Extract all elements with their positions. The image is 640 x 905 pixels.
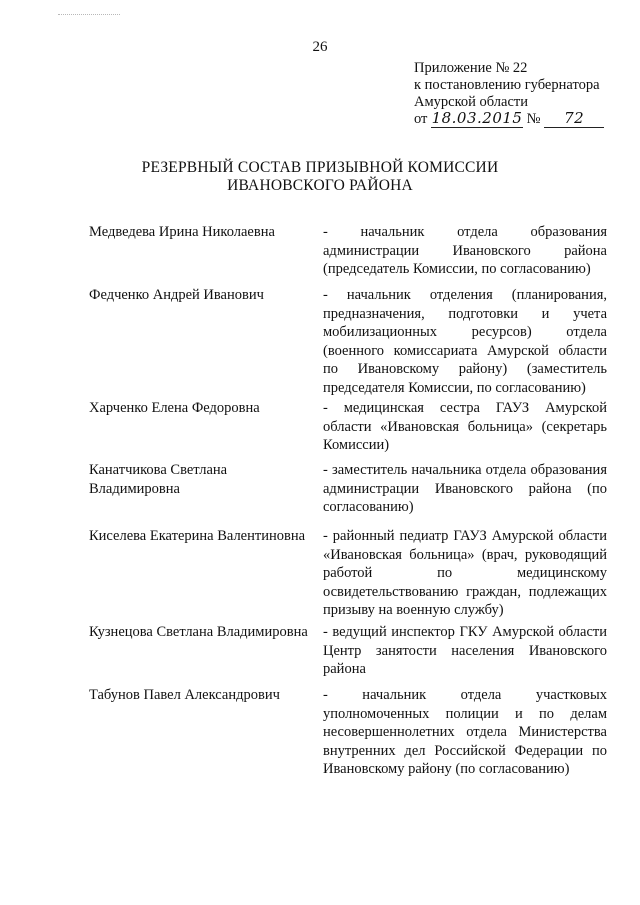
member-name: Харченко Елена Федоровна (89, 400, 260, 416)
member-role: - медицинская сестра ГАУЗ Амурской области «Ивановская больница» (секретарь Комиссии) (323, 400, 607, 453)
page-number: 26 (312, 39, 328, 55)
handwritten-number: 72 (564, 109, 585, 127)
member-role: - районный педиатр ГАУЗ Амурской области «Ивановская больница» (врач, руководящий работой по медицинскому освидетельствованию граждан, подлежащих призыву на военную службу) (323, 528, 607, 618)
member-name: Медведева Ирина Николаевна (89, 224, 275, 240)
member-name: Федченко Андрей Иванович (89, 287, 264, 303)
member-role: - начальник отдела участковых уполномоченных полиции и по делам несовершеннолетних отдела Министерства внутренних дел Российской Федерации по Ивановскому району (по согласованию) (323, 687, 607, 777)
member-name: Кузнецова Светлана Владимировна (89, 624, 308, 640)
member-name: Киселева Екатерина Валентиновна (89, 528, 306, 544)
appendix-block (414, 60, 604, 128)
date-prefix: от (414, 111, 428, 127)
title-line-2: ИВАНОВСКОГО РАЙОНА (227, 177, 413, 194)
number-prefix: № (526, 111, 541, 127)
member-role: - заместитель начальника отдела образования администрации Ивановского района (по согласованию) (323, 462, 607, 515)
appendix-date-number-line (414, 111, 604, 128)
member-role: - начальник отдела образования администрации Ивановского района (председатель Комиссии, по согласованию) (323, 224, 607, 277)
appendix-region-line: Амурской области (414, 94, 528, 110)
member-role: - ведущий инспектор ГКУ Амурской области Центр занятости населения Ивановского района (323, 624, 607, 677)
title-line-1: РЕЗЕРВНЫЙ СОСТАВ ПРИЗЫВНОЙ КОМИССИИ (141, 159, 499, 176)
scan-artifact (58, 14, 120, 17)
appendix-decree-line: к постановлению губернатора (414, 77, 600, 93)
handwritten-date-field (431, 111, 523, 128)
member-name: Канатчикова Светлана Владимировна (89, 462, 228, 497)
document-title (0, 159, 640, 195)
member-role: - начальник отделения (планирования, предназначения, подготовки и учета мобилизационных ресурсов) отдела (военного комиссариата Амурской области по Ивановскому району) (заместитель председателя Комиссии, по согласованию) (323, 287, 607, 396)
handwritten-number-field (544, 111, 604, 128)
appendix-title: Приложение № 22 (414, 60, 528, 76)
handwritten-date: 18.03.2015 (431, 109, 523, 127)
member-name: Табунов Павел Александрович (89, 687, 280, 703)
